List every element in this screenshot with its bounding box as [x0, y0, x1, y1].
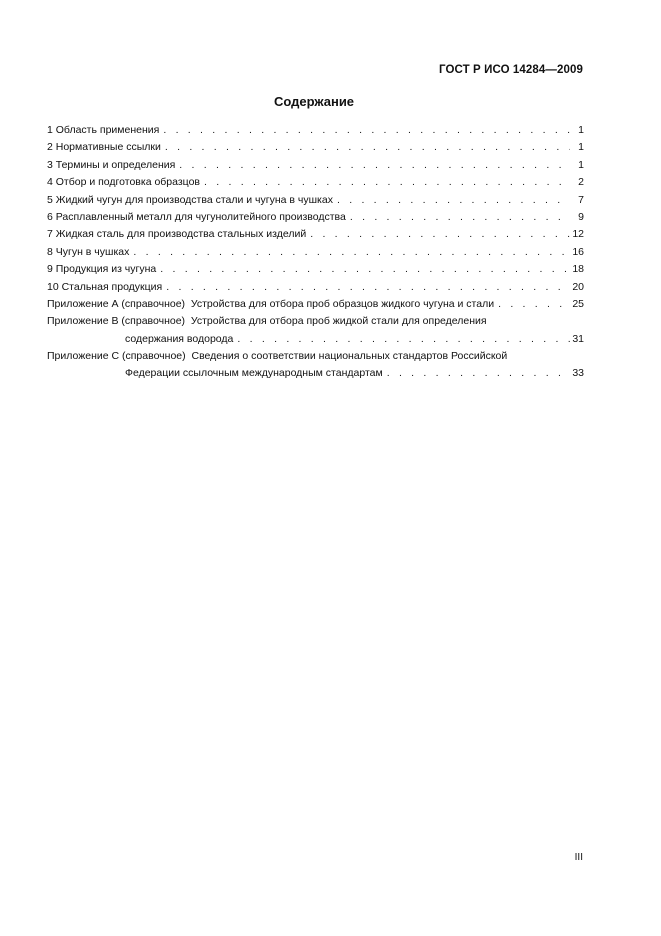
toc-label: 2 Нормативные ссылки: [47, 141, 161, 154]
appendix-title: Устройства для отбора проб жидкой стали для определения: [190, 315, 487, 328]
toc-page: 20: [572, 280, 584, 293]
toc-label: 9 Продукция из чугуна: [47, 263, 157, 276]
toc-page: 1: [578, 124, 584, 136]
appendix-title-cont: содержания водорода: [125, 332, 234, 345]
leader-dots: [350, 209, 570, 226]
toc-page: 2: [578, 176, 584, 189]
toc-page: 9: [578, 210, 584, 223]
page-number: III: [574, 852, 583, 863]
toc-page: 25: [572, 297, 584, 310]
toc-entry-9[interactable]: [47, 261, 584, 278]
appendix-title-cont: Федерации ссылочным международным стандартам: [125, 367, 383, 380]
leader-dots: [133, 244, 570, 261]
toc-label: 3 Термины и определения: [47, 158, 176, 171]
appendix-prefix: Приложение В (справочное): [47, 315, 186, 328]
appendix-title: Сведения о соответствии национальных стандартов Российской: [191, 350, 508, 363]
leader-dots: [179, 157, 570, 174]
toc-label: 10 Стальная продукция: [47, 280, 163, 293]
toc-page: 7: [578, 193, 584, 206]
toc-page: 12: [572, 228, 584, 241]
leader-dots: [237, 331, 570, 348]
toc-page: 1: [578, 141, 584, 154]
table-of-contents: [47, 122, 584, 383]
leader-dots: [387, 365, 570, 382]
toc-page: 33: [572, 367, 584, 380]
toc-label: 8 Чугун в чушках: [47, 245, 130, 258]
leader-dots: [163, 122, 570, 139]
toc-label: 6 Расплавленный металл для чугунолитейного производства: [47, 210, 346, 223]
toc-label: 7 Жидкая сталь для производства стальных изделий: [47, 228, 307, 241]
toc-appendix-c[interactable]: [47, 348, 584, 383]
leader-dots: [166, 279, 570, 296]
leader-dots: [160, 261, 570, 278]
leader-dots: [310, 226, 570, 243]
toc-page: 31: [572, 332, 584, 345]
leader-dots: [337, 192, 570, 209]
toc-entry-6[interactable]: [47, 209, 584, 226]
standard-designation: ГОСТ Р ИСО 14284—2009: [438, 64, 583, 76]
toc-label: 1 Область применения: [47, 124, 160, 136]
leader-dots: [165, 139, 570, 156]
toc-appendix-a[interactable]: [47, 296, 584, 313]
toc-entry-7[interactable]: [47, 226, 584, 243]
toc-entry-5[interactable]: [47, 192, 584, 209]
toc-label: 4 Отбор и подготовка образцов: [47, 176, 200, 189]
leader-dots: [204, 174, 570, 191]
toc-entry-10[interactable]: [47, 279, 584, 296]
toc-entry-3[interactable]: [47, 157, 584, 174]
toc-entry-2[interactable]: [47, 139, 584, 156]
toc-page: 16: [572, 245, 584, 258]
toc-page: 18: [572, 263, 584, 276]
appendix-title: Устройства для отбора проб образцов жидкого чугуна и стали: [190, 297, 495, 310]
toc-entry-1[interactable]: [47, 122, 584, 139]
toc-appendix-b[interactable]: [47, 313, 584, 348]
appendix-prefix: Приложение А (справочное): [47, 297, 186, 310]
leader-dots: [498, 296, 570, 313]
page-title: Содержание: [273, 94, 355, 109]
appendix-prefix: Приложение С (справочное): [47, 350, 186, 363]
toc-page: 1: [578, 158, 584, 171]
toc-label: 5 Жидкий чугун для производства стали и чугуна в чушках: [47, 193, 333, 206]
toc-entry-8[interactable]: [47, 244, 584, 261]
toc-entry-4[interactable]: [47, 174, 584, 191]
